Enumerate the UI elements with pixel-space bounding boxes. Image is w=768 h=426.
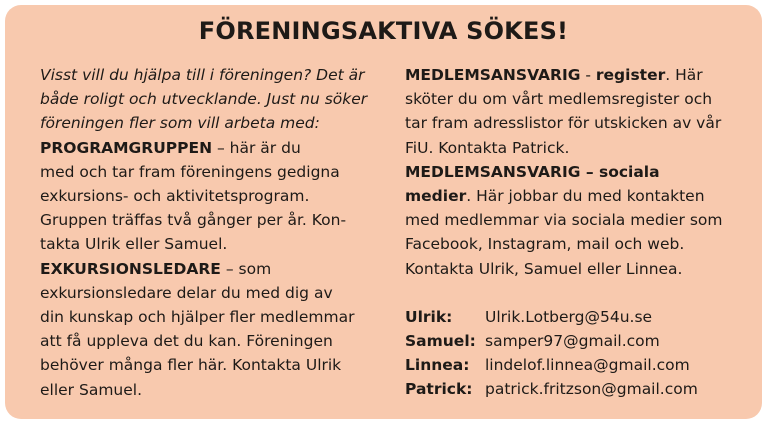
section-heading: EXKURSIONSLEDARE — [40, 259, 221, 278]
contact-row — [405, 305, 750, 329]
section-line: att få uppleva det du kan. Föreningen — [40, 332, 333, 351]
section-line: Gruppen träffas två gånger per år. Kon- — [40, 211, 347, 230]
contact-email: samper97@gmail.com — [485, 332, 660, 351]
section-line: behöver många fler här. Kontakta Ulrik — [40, 356, 342, 375]
section-text: . Här jobbar du med kontakten — [466, 187, 705, 206]
contact-email: Ulrik.Lotberg@54u.se — [485, 307, 653, 326]
contact-row — [405, 329, 750, 353]
section-line: Facebook, Instagram, mail och web. — [405, 235, 685, 254]
section-text: . Här — [665, 66, 703, 84]
intro-text — [40, 63, 385, 136]
right-column — [405, 63, 750, 402]
section-line: FiU. Kontakta Patrick. — [405, 138, 570, 157]
section-text: - — [580, 66, 596, 84]
section-line: exkursions- och aktivitetsprogram. — [40, 187, 310, 206]
section-line: din kunskap och hjälper fler medlemmar — [40, 308, 355, 327]
section-text: – här är du — [212, 138, 301, 157]
left-column — [40, 63, 385, 402]
contact-name: Samuel: — [405, 332, 476, 351]
intro-line: föreningen fler som vill arbeta med: — [40, 114, 320, 133]
intro-line: både roligt och utvecklande. Just nu söker — [40, 90, 368, 109]
section-line: med och tar fram föreningens gedigna — [40, 162, 340, 181]
section-line: exkursionsledare delar du med dig av — [40, 283, 333, 302]
section-line: tar fram adresslistor för utskicken av vår — [405, 114, 722, 133]
contact-name: Patrick: — [405, 380, 473, 399]
notice-card — [5, 5, 762, 419]
contact-list — [405, 305, 750, 402]
section-medlemsansvarig-register — [405, 63, 750, 160]
contact-name: Ulrik: — [405, 307, 453, 326]
section-medlemsansvarig-sociala-medier — [405, 160, 750, 281]
contact-email: patrick.fritzson@gmail.com — [485, 380, 698, 399]
section-heading: medier — [405, 187, 467, 206]
section-heading: MEDLEMSANSVARIG – sociala — [405, 162, 660, 181]
section-heading-sub: register — [595, 66, 666, 84]
section-line: sköter du om vårt medlemsregister och — [405, 90, 713, 109]
intro-line: Visst vill du hjälpa till i föreningen? Det är — [40, 66, 365, 84]
section-heading: PROGRAMGRUPPEN — [40, 138, 213, 157]
section-line: eller Samuel. — [40, 380, 143, 399]
section-heading: MEDLEMSANSVARIG — [405, 66, 581, 84]
section-text: – som — [220, 259, 272, 278]
section-programgruppen — [40, 136, 385, 257]
contact-row — [405, 377, 750, 401]
contact-row — [405, 353, 750, 377]
page-title: FÖRENINGSAKTIVA SÖKES! — [198, 17, 569, 45]
section-exkursionsledare — [40, 257, 385, 402]
contact-name: Linnea: — [405, 356, 470, 375]
section-line: med medlemmar via sociala medier som — [405, 211, 723, 230]
section-line: takta Ulrik eller Samuel. — [40, 235, 228, 254]
section-line: Kontakta Ulrik, Samuel eller Linnea. — [405, 259, 683, 278]
contact-email: lindelof.linnea@gmail.com — [485, 356, 690, 375]
